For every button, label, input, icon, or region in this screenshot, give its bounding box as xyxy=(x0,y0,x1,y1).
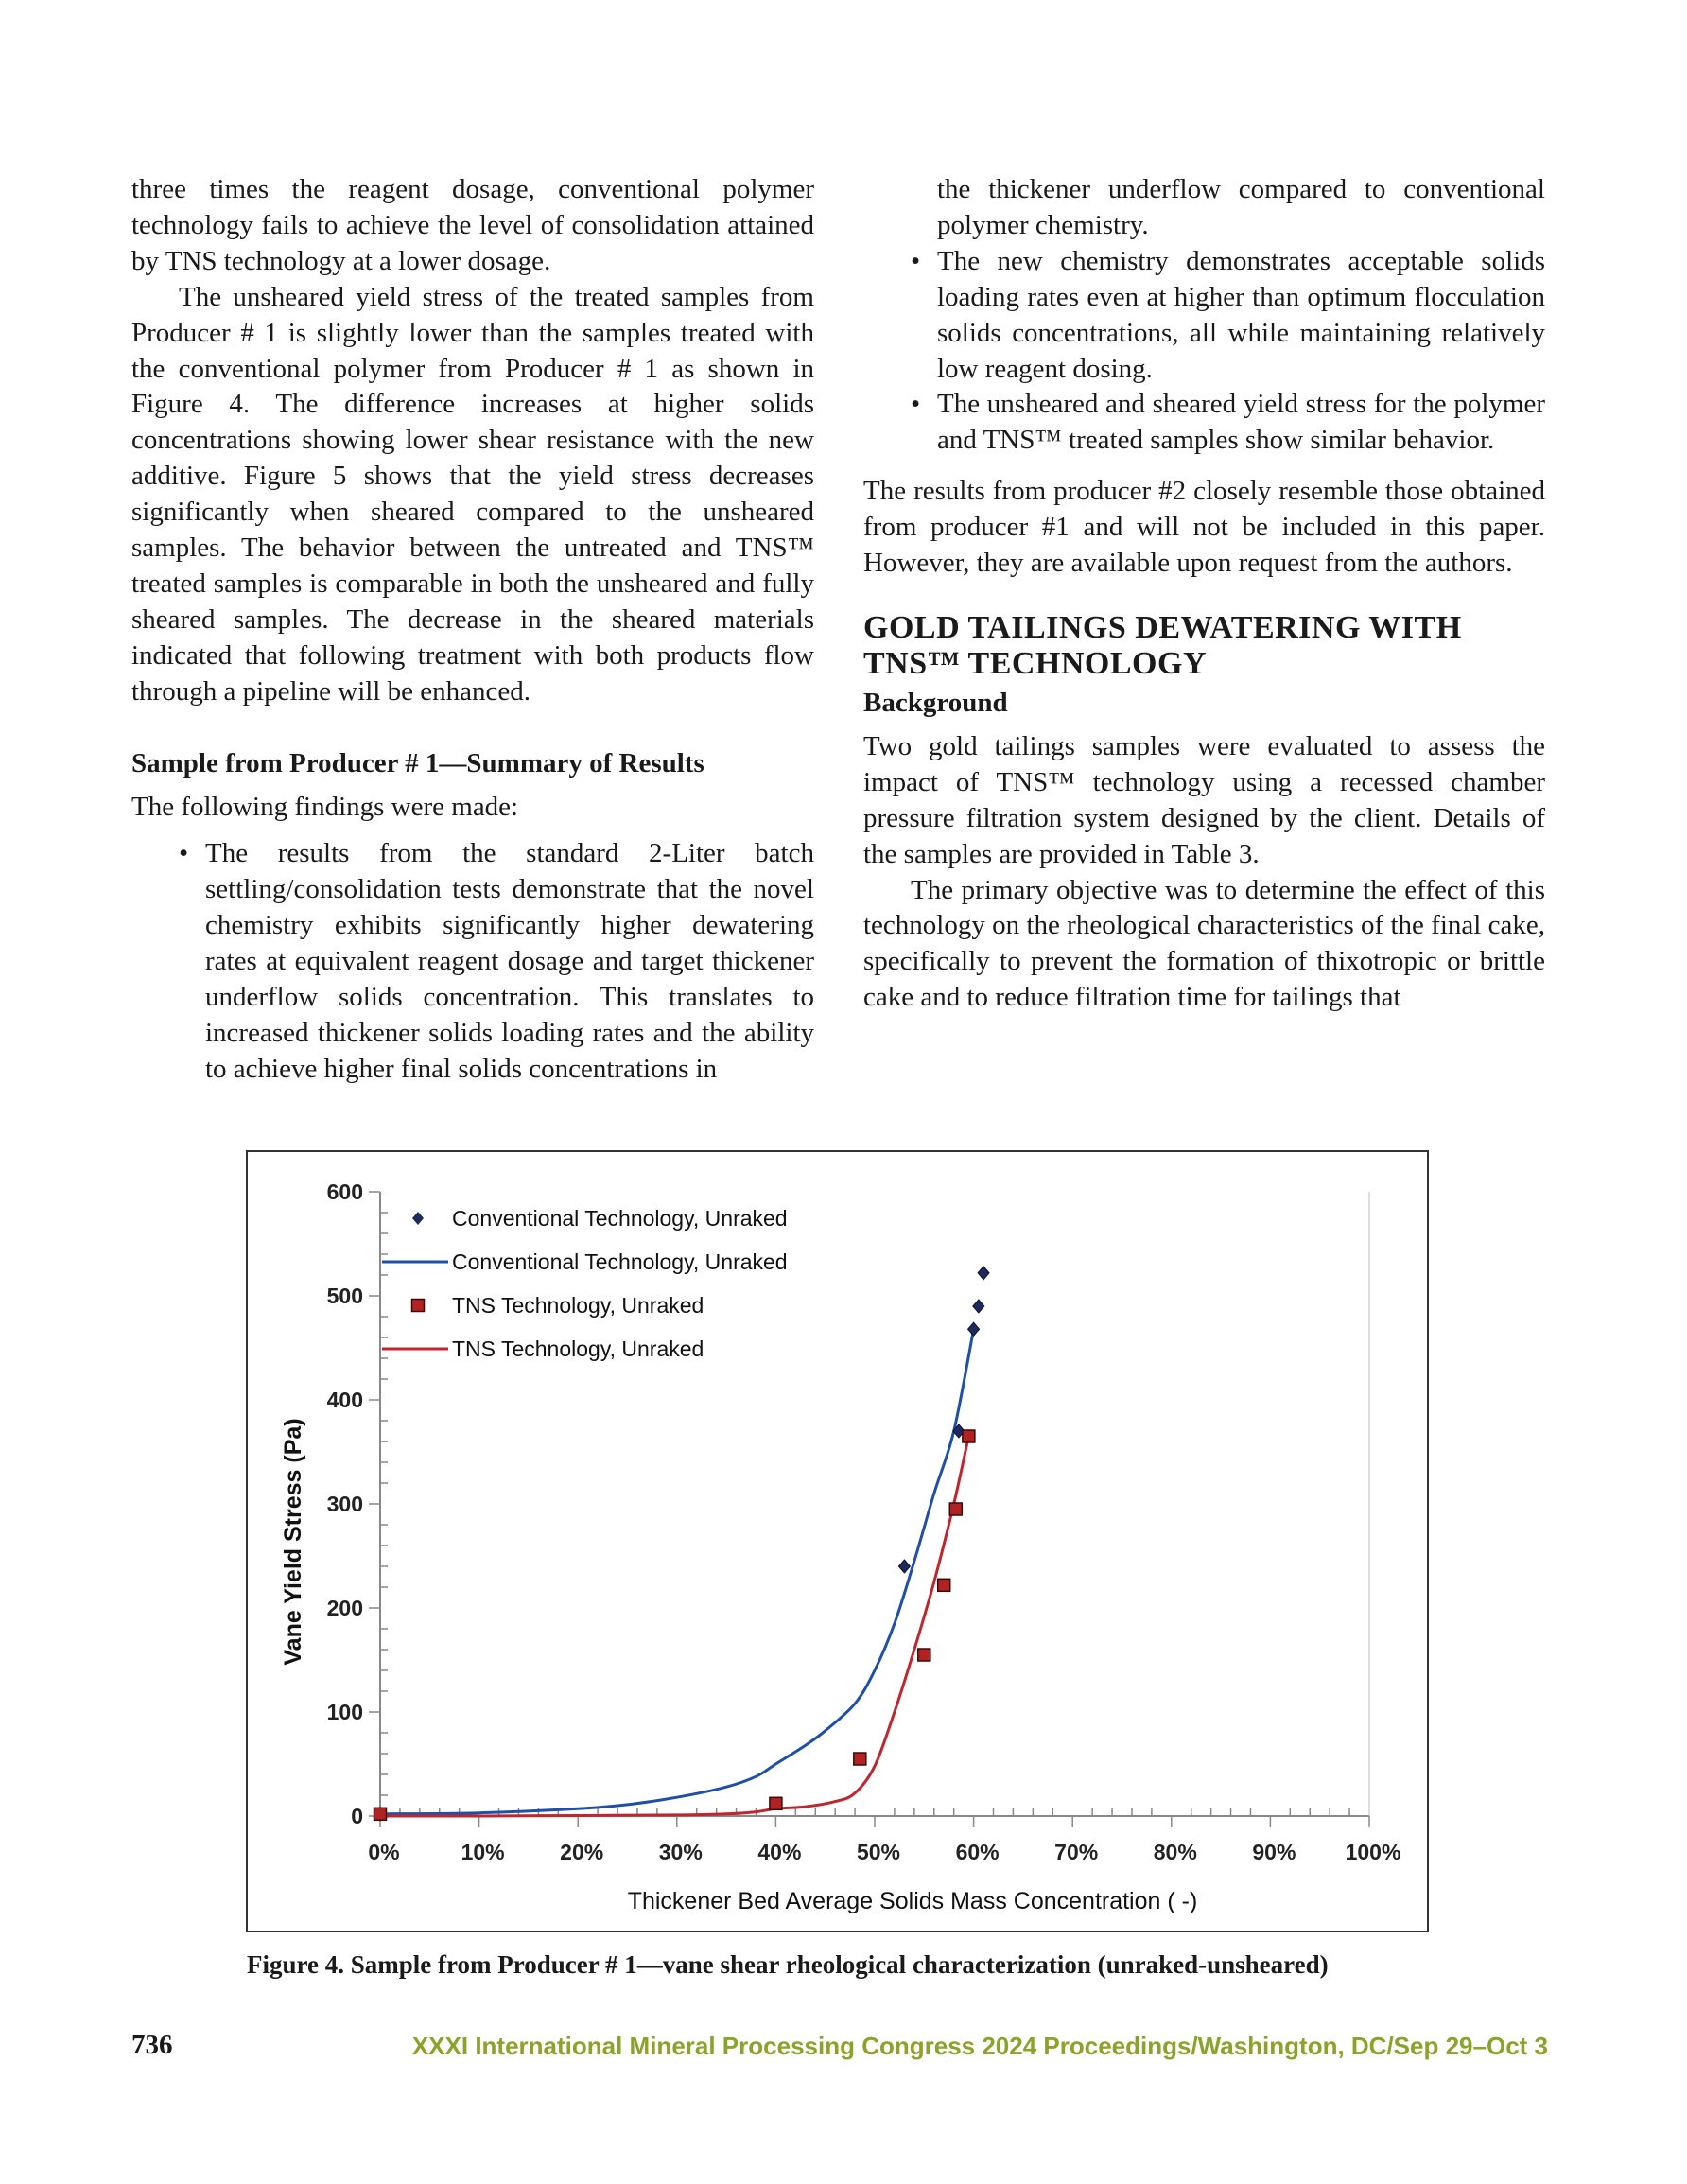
x-tick-label: 70% xyxy=(1054,1840,1099,1864)
y-tick-label: 300 xyxy=(326,1492,363,1516)
data-point-conventional xyxy=(968,1322,980,1336)
section-title-line: GOLD TAILINGS DEWATERING WITH xyxy=(863,609,1462,645)
x-tick-label: 0% xyxy=(368,1840,400,1864)
data-point-tns xyxy=(949,1503,962,1515)
x-tick-label: 40% xyxy=(757,1840,802,1864)
data-point-tns xyxy=(854,1753,866,1765)
data-point-conventional xyxy=(973,1300,984,1313)
list-item: • The new chemistry demonstrates acceptable solids loading rates even at higher than optimum flocculation solids concentrations, all while maintaining relatively low reagent dosing. xyxy=(937,244,1545,388)
y-tick-label: 600 xyxy=(326,1179,363,1204)
section-title-line: TNS™ TECHNOLOGY xyxy=(863,645,1208,681)
data-point-tns xyxy=(770,1797,782,1809)
subheading: Sample from Producer # 1—Summary of Results xyxy=(131,747,704,778)
legend-label: TNS Technology, Unraked xyxy=(452,1293,704,1318)
data-point-conventional xyxy=(978,1267,989,1280)
x-tick-label: 20% xyxy=(560,1840,604,1864)
data-point-tns xyxy=(374,1808,387,1820)
section-title xyxy=(863,610,1545,682)
y-tick-label: 0 xyxy=(351,1804,363,1828)
figure-frame xyxy=(246,1150,1429,1932)
y-tick-label: 500 xyxy=(326,1284,363,1308)
list-item: • The unsheared and sheared yield stress for the polymer and TNS™ treated samples show similar behavior. xyxy=(937,387,1545,459)
paragraph: Two gold tailings samples were evaluated to assess the impact of TNS™ technology using a recessed chamber pressure filtration system designed by the client. Details of the samples are provided in Table 3. xyxy=(863,730,1545,869)
legend-marker-square xyxy=(412,1300,425,1312)
left-column xyxy=(131,172,814,1088)
bullet-list xyxy=(937,172,1545,459)
x-axis-label: Thickener Bed Average Solids Mass Concentration ( -) xyxy=(627,1888,1198,1914)
x-tick-label: 50% xyxy=(856,1840,901,1864)
page-number: 736 xyxy=(131,2030,173,2060)
y-tick-label: 100 xyxy=(326,1700,363,1724)
bullet-list xyxy=(205,836,814,1087)
data-point-conventional xyxy=(898,1560,910,1573)
x-tick-label: 10% xyxy=(461,1840,505,1864)
paragraph: The primary objective was to determine the effect of this technology on the rheological characteristics of the final cake, specifically to prevent the formation of thixotropic or brittle cake and to reduce filtration time for tailings that xyxy=(863,874,1545,1013)
x-tick-label: 60% xyxy=(955,1840,1000,1864)
legend-label: TNS Technology, Unraked xyxy=(452,1337,704,1361)
data-point-tns xyxy=(938,1579,950,1591)
series-line-tns xyxy=(380,1437,968,1817)
subheading: Background xyxy=(863,687,1008,718)
data-point-tns xyxy=(963,1430,975,1442)
data-point-tns xyxy=(918,1649,930,1661)
legend-label: Conventional Technology, Unraked xyxy=(452,1206,788,1231)
chart xyxy=(248,1152,1427,1931)
legend-marker-diamond xyxy=(412,1212,424,1225)
legend-label: Conventional Technology, Unraked xyxy=(452,1249,788,1274)
x-tick-label: 30% xyxy=(658,1840,703,1864)
x-tick-label: 90% xyxy=(1252,1840,1296,1864)
x-tick-label: 80% xyxy=(1153,1840,1197,1864)
y-tick-label: 400 xyxy=(326,1388,363,1412)
list-item-continued: the thickener underflow compared to conventional polymer chemistry. xyxy=(937,174,1545,240)
x-tick-label: 100% xyxy=(1345,1840,1401,1864)
right-column xyxy=(863,172,1545,1016)
footer-text: XXXI International Mineral Processing Congress 2024 Proceedings/Washington, DC/Sep 29–Oct 3 xyxy=(411,2032,1548,2060)
paragraph: The following findings were made: xyxy=(131,791,519,822)
y-tick-label: 200 xyxy=(326,1596,363,1620)
figure-caption: Figure 4. Sample from Producer # 1—vane shear rheological characterization (unraked-unsheared) xyxy=(247,1950,1329,1979)
paragraph: The unsheared yield stress of the treated samples from Producer # 1 is slightly lower than the samples treated with the conventional polymer from Producer # 1 as shown in Figure 4. The difference increases at higher solids concentrations showing lower shear resistance with the new additive. Figure 5 shows that the yield stress decreases significantly when sheared compared to the unsheared samples. The behavior between the untreated and TNS™ treated samples is comparable in both the unsheared and fully sheared samples. The decrease in the sheared materials indicated that following treatment with both products flow through a pipeline will be enhanced. xyxy=(131,281,814,707)
paragraph: The results from producer #2 closely resemble those obtained from producer #1 and will not be included in this paper. However, they are available upon request from the authors. xyxy=(863,476,1545,579)
list-item: • The results from the standard 2-Liter batch settling/consolidation tests demonstrate that the novel chemistry exhibits significantly higher dewatering rates at equivalent reagent dosage and target thickener underflow solids concentration. This translates to increased thickener solids loading rates and the ability to achieve higher final solids concentrations in xyxy=(205,836,814,1087)
y-axis-label: Vane Yield Stress (Pa) xyxy=(280,1418,306,1666)
paragraph: three times the reagent dosage, conventional polymer technology fails to achieve the level of consolidation attained by TNS technology at a lower dosage. xyxy=(131,174,814,276)
